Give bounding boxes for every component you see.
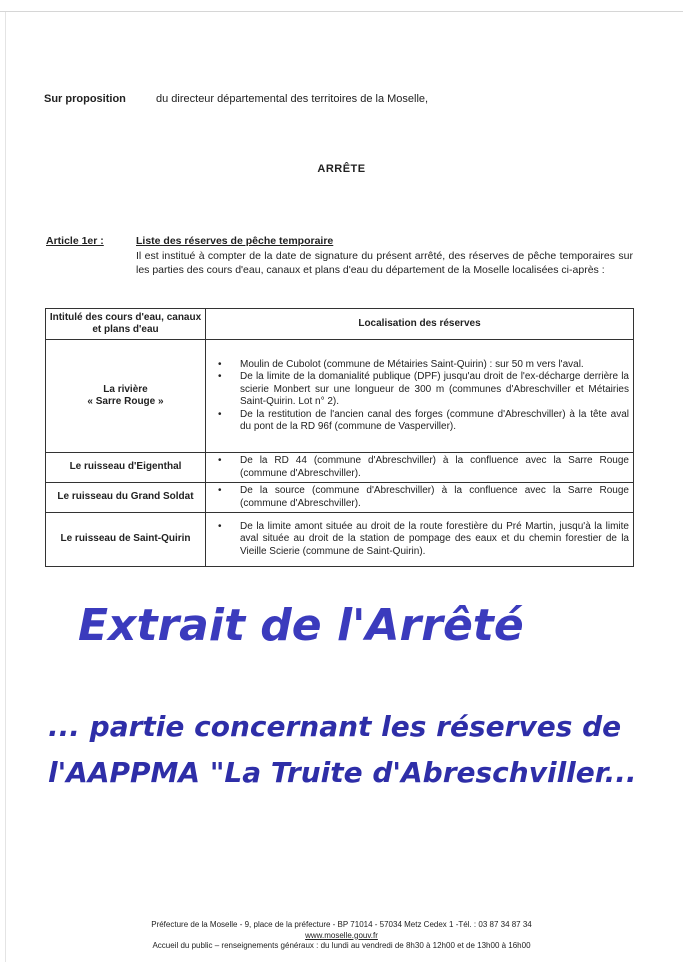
watercourse-name [46, 340, 206, 453]
footer-hours: Accueil du public – renseignements généraux : du lundi au vendredi de 8h30 à 12h00 et de 13h00 à 16h00 [152, 941, 531, 950]
footer-website-link[interactable]: www.moselle.gouv.fr [305, 930, 378, 940]
decision-heading: ARRÊTE [317, 163, 366, 175]
overlay-subtitle-line1: ... partie concernant les réserves de [48, 710, 622, 743]
table-row [46, 340, 634, 453]
reserve-locations [206, 513, 634, 567]
list-item: • De la restitution de l'ancien canal des forges (commune d'Abreschviller) à la tête aval du pont de la RD 96f (commune de Vasperviller). [240, 409, 629, 434]
table-row [46, 453, 634, 483]
table-header-row [46, 309, 634, 340]
watercourse-name-line2: « Sarre Rouge » [87, 396, 164, 407]
page-top-rule [0, 11, 683, 12]
page-footer [0, 920, 683, 952]
table-row [46, 483, 634, 513]
overlay-title: Extrait de l'Arrêté [78, 600, 524, 651]
article-body: Il est institué à compter de la date de signature du présent arrêté, des réserves de pêche temporaires sur les parties des cours d'eau, canaux et plans d'eau du département de la Moselle localisées ci-après : [136, 250, 633, 276]
overlay-subtitle-line2: l'AAPPMA "La Truite d'Abreschviller... [48, 756, 637, 789]
reserve-locations [206, 340, 634, 453]
watercourse-name: Le ruisseau d'Eigenthal [46, 453, 206, 483]
footer-address: Préfecture de la Moselle - 9, place de la préfecture - BP 71014 - 57034 Metz Cedex 1 -Tél. : 03 87 34 87 34 [151, 920, 532, 929]
proposal-label: Sur proposition [44, 93, 126, 105]
list-item: • De la limite de la domanialité publique (DPF) jusqu'au droit de l'ex-décharge derrière la scierie Monbert sur une longueur de 300 m (communes d'Abreschviller et Métairies Saint-Quirin. Lot n° 2). [240, 371, 629, 409]
proposal-text: du directeur départemental des territoires de la Moselle, [156, 93, 429, 105]
list-item: • De la RD 44 (commune d'Abreschviller) à la confluence avec la Sarre Rouge (commune d'Abreschviller). [240, 455, 629, 480]
watercourse-name-line1: La rivière [103, 383, 148, 395]
table-row [46, 513, 634, 567]
reserve-locations [206, 453, 634, 483]
header-location: Localisation des réserves [206, 309, 634, 340]
reserve-locations [206, 483, 634, 513]
list-item: • Moulin de Cubolot (commune de Métairies Saint-Quirin) : sur 50 m vers l'aval. [240, 359, 629, 372]
list-item: • De la limite amont située au droit de la route forestière du Pré Martin, jusqu'à la limite aval située au droit de la station de pompage des eaux et du chemin forestier de la Vieille Scierie (commune de Saint-Quirin). [240, 521, 629, 559]
article-label: Article 1er : [46, 235, 104, 247]
reserves-table [45, 308, 634, 567]
header-watercourse: Intitulé des cours d'eau, canaux et plans d'eau [46, 309, 206, 340]
list-item: • De la source (commune d'Abreschviller) à la confluence avec la Sarre Rouge (commune d'Abreschviller). [240, 485, 629, 510]
article-title: Liste des réserves de pêche temporaire [136, 235, 334, 247]
page-left-rule [5, 12, 6, 962]
watercourse-name: Le ruisseau du Grand Soldat [46, 483, 206, 513]
watercourse-name: Le ruisseau de Saint-Quirin [46, 513, 206, 567]
